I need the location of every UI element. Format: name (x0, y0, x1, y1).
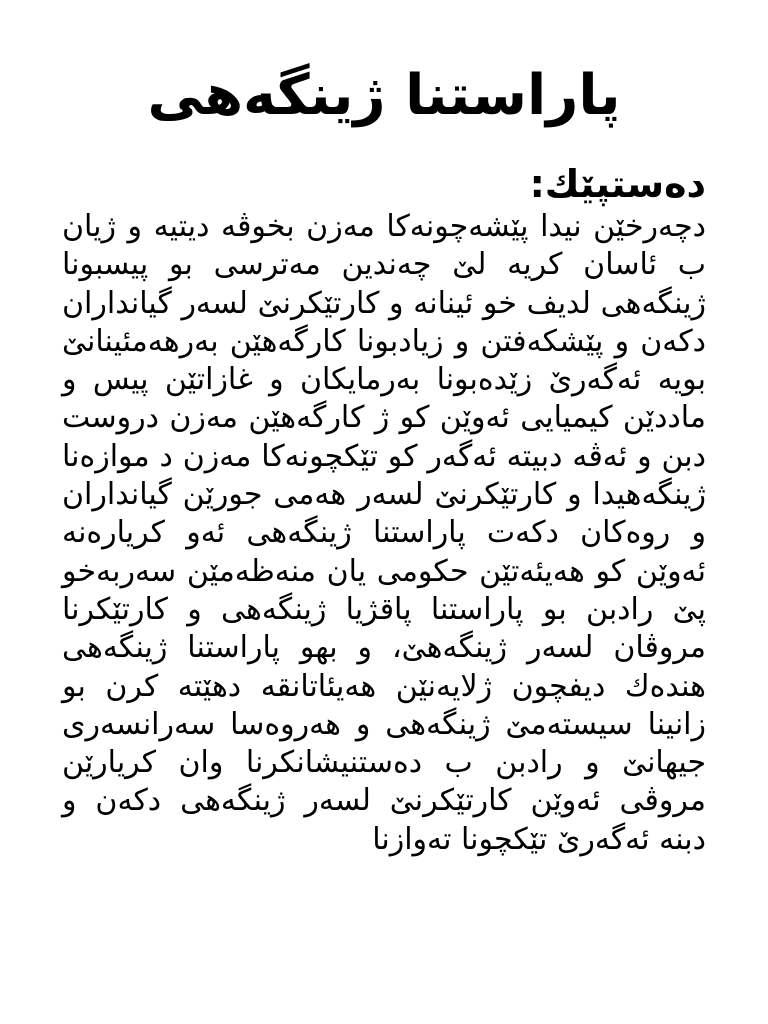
body-paragraph: دچەرخێن نیدا پێشەچونەکا مەزن بخوڤە دیتیە و ژیان ب ئاسان کریە لێ چەندین مەترسی بو پیسبونا ژینگەهی لدیف خو ئینانە و کارتێکرنێ لسەر گیانداران دکەن و پێشکەفتن و زیادبونا کارگەهێن بەرهەمئینانێ بویە ئەگەرێ زێدەبونا بەرمایکان و غازاتێن پیس و ماددێن کیمیایی ئەوێن کو ژ کارگەهێن مەزن دروست دبن و ئەڤە دبیتە ئەگەر کو تێکچونەکا مەزن د موازەنا ژینگەهیدا و کارتێکرنێ لسەر هەمی جورێن گیانداران و روەکان دکەت پاراستنا ژینگەهی ئەو کریارەنە ئەوێن کو هەیئەتێن حکومی یان منەظەمێن سەربەخو پێ رادبن بو پاراستنا پاقژیا ژینگەهی و کارتێکرنا مروڤان لسەر ژینگەهێ، و بهو پاراستنا ژینگەهی هندەك دیفچون ژلایەنێن هەیئاتانقە دهێتە کرن بو زانینا سیستەمێ ژینگەهی و هەروەسا سەرانسەری جیهانێ و رادبن ب دەستنیشانکرنا وان کریارێن مروڤی ئەوێن کارتێکرنێ لسەر ژینگەهی دکەن و دبنە ئەگەرێ تێکچونا تەوازنا (62, 209, 706, 857)
section-heading: دەستپێك: (529, 162, 706, 206)
page-title: پاراستنا ژینگەهی (147, 63, 621, 128)
